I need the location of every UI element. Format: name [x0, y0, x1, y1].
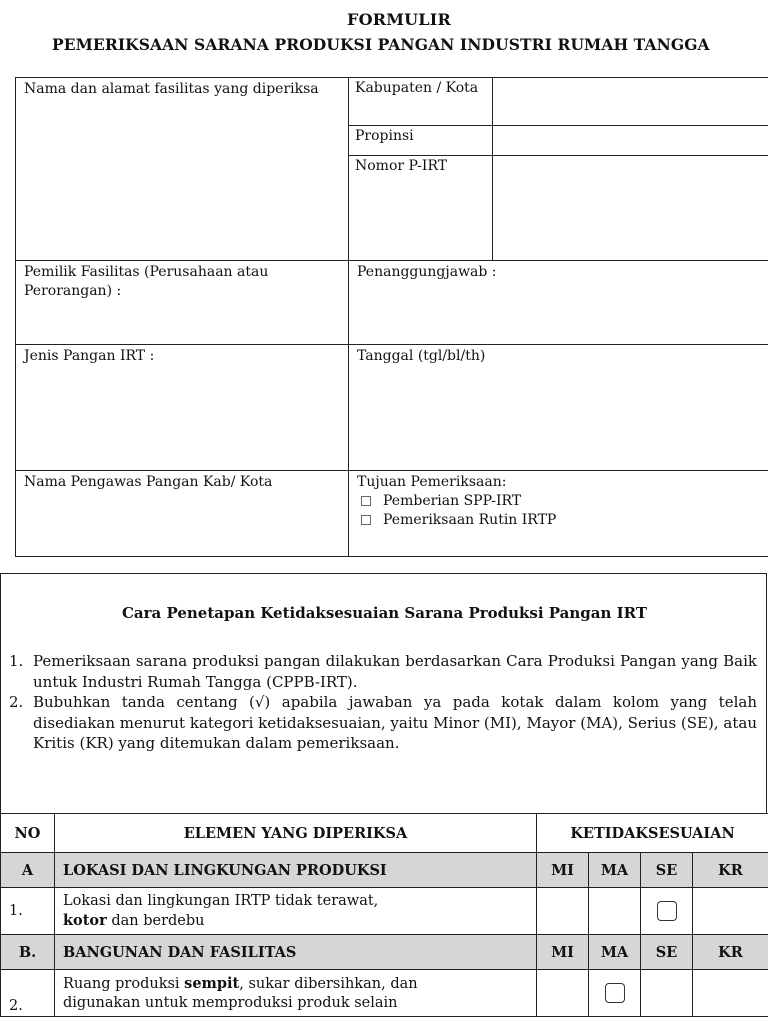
nama-alamat-label: Nama dan alamat fasilitas yang diperiksa [24, 81, 319, 97]
tujuan-option-label: Pemeriksaan Rutin IRTP [383, 512, 557, 528]
propinsi-label: Propinsi [349, 126, 493, 156]
instructions-list [9, 651, 757, 754]
pemilik-label: Pemilik Fasilitas (Perusahaan atau Perorangan) : [24, 264, 269, 299]
instructions-box [0, 573, 767, 813]
cat-kr: KR [693, 853, 768, 888]
tujuan-cell [349, 471, 768, 557]
section-no: B. [1, 935, 55, 970]
instruction-text: Pemeriksaan sarana produksi pangan dilakukan berdasarkan Cara Produksi Pangan yang Baik untuk Industri Rumah Tangga (CPPB-IRT). [33, 652, 757, 691]
cell-mi [537, 970, 589, 1017]
instruction-text: Bubuhkan tanda centang (√) apabila jawaban ya pada kotak dalam kolom yang telah disediakan menurut kategori ketidaksesuaian, yaitu Minor (MI), Mayor (MA), Serius (SE), atau Kritis (KR) yang ditemukan dalam pemeriksaan. [33, 693, 757, 752]
pemilik-cell[interactable] [16, 261, 349, 345]
form-title: FORMULIR [347, 10, 451, 29]
jenis-pangan-label: Jenis Pangan IRT : [24, 348, 155, 364]
section-row-b [1, 935, 768, 970]
penanggungjawab-cell[interactable] [349, 261, 768, 345]
section-title: BANGUNAN DAN FASILITAS [55, 935, 537, 970]
item-text [55, 970, 537, 1017]
checkbox-se[interactable] [657, 901, 677, 921]
item-no: 1. [1, 888, 55, 935]
nomor-pirt-label: Nomor P-IRT [349, 156, 493, 261]
item-text-part: dan berdebu [106, 912, 205, 929]
nama-pengawas-label: Nama Pengawas Pangan Kab/ Kota [24, 474, 273, 490]
checkbox-icon[interactable] [361, 515, 371, 525]
cat-mi: MI [537, 935, 589, 970]
tujuan-option-rutin[interactable] [357, 511, 761, 530]
item-text-bold: kotor [63, 911, 107, 929]
item-text-bold: sempit [184, 974, 240, 992]
col-elemen-header: ELEMEN YANG DIPERIKSA [55, 814, 537, 853]
item-text-part: , sukar dibersihkan, dan [239, 975, 418, 992]
checkbox-icon[interactable] [361, 496, 371, 506]
checklist-row-2 [1, 970, 768, 1017]
kabupaten-label: Kabupaten / Kota [349, 78, 493, 126]
section-row-a [1, 853, 768, 888]
instruction-item [9, 692, 757, 754]
cell-mi [537, 888, 589, 935]
tujuan-option-pemberian[interactable] [357, 492, 761, 511]
instruction-number: 2. [9, 693, 24, 711]
cat-se: SE [641, 935, 693, 970]
nama-alamat-cell[interactable] [16, 78, 349, 261]
cell-ma [589, 888, 641, 935]
item-text-part: Lokasi dan lingkungan IRTP tidak terawat, [63, 892, 379, 909]
cat-mi: MI [537, 853, 589, 888]
instruction-number: 1. [9, 652, 24, 670]
facility-info-table [15, 77, 768, 557]
cat-ma: MA [589, 853, 641, 888]
item-text-part: digunakan untuk memproduksi produk selain [63, 994, 398, 1011]
tanggal-cell[interactable] [349, 345, 768, 471]
nama-pengawas-cell[interactable] [16, 471, 349, 557]
item-no: 2. [1, 970, 55, 1017]
instruction-item [9, 651, 757, 692]
penanggungjawab-label: Penanggungjawab : [357, 264, 497, 280]
tanggal-label: Tanggal (tgl/bl/th) [357, 348, 486, 364]
form-subtitle: PEMERIKSAAN SARANA PRODUKSI PANGAN INDUSTRI RUMAH TANGGA [52, 35, 710, 54]
item-text-part: Ruang produksi [63, 975, 185, 992]
col-ketidaksesuaian-header: KETIDAKSESUAIAN [537, 814, 768, 853]
tujuan-option-label: Pemberian SPP-IRT [383, 493, 522, 509]
jenis-pangan-cell[interactable] [16, 345, 349, 471]
checkbox-ma[interactable] [605, 983, 625, 1003]
section-title: LOKASI DAN LINGKUNGAN PRODUKSI [55, 853, 537, 888]
kabupaten-field[interactable] [493, 78, 768, 126]
cat-kr: KR [693, 935, 768, 970]
section-no: A [1, 853, 55, 888]
instructions-title: Cara Penetapan Ketidaksesuaian Sarana Produksi Pangan IRT [121, 604, 647, 622]
tujuan-label: Tujuan Pemeriksaan: [357, 474, 507, 490]
col-no-header: NO [1, 814, 55, 853]
checklist-row-1 [1, 888, 768, 935]
checklist-table [0, 813, 768, 1017]
item-text [55, 888, 537, 935]
propinsi-field[interactable] [493, 126, 768, 156]
cell-kr [693, 888, 768, 935]
cell-se [641, 970, 693, 1017]
checklist-header-row [1, 814, 768, 853]
cell-se [641, 888, 693, 935]
cat-ma: MA [589, 935, 641, 970]
cat-se: SE [641, 853, 693, 888]
nomor-pirt-field[interactable] [493, 156, 768, 261]
cell-kr [693, 970, 768, 1017]
cell-ma [589, 970, 641, 1017]
